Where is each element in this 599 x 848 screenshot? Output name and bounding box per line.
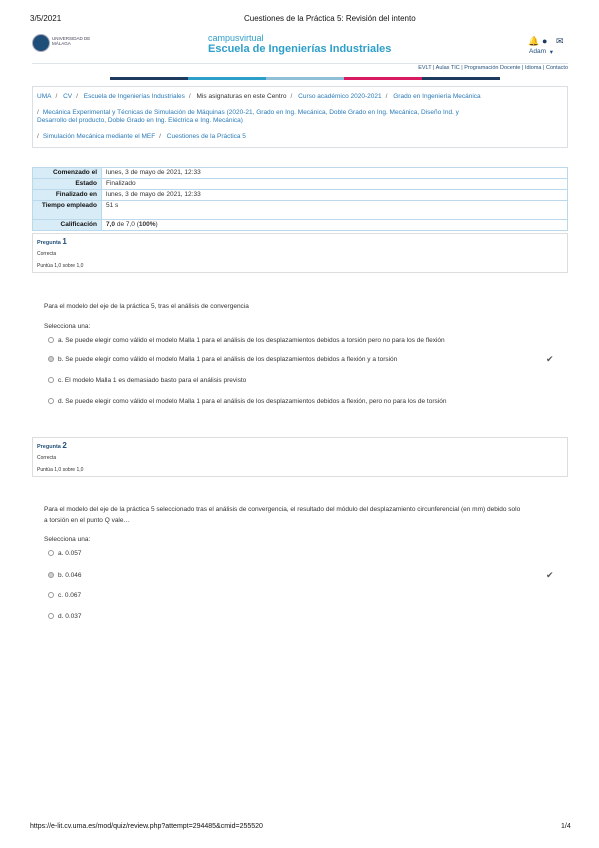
header-divider xyxy=(32,63,568,64)
breadcrumb-degree[interactable]: Grado en Ingeniería Mecánica xyxy=(393,93,481,100)
answer-option-selected[interactable] xyxy=(48,572,82,579)
summary-row xyxy=(33,190,568,201)
summary-row xyxy=(33,179,568,190)
summary-row xyxy=(33,201,568,220)
breadcrumb-uma[interactable]: UMA xyxy=(37,93,52,100)
radio-button[interactable] xyxy=(48,398,54,404)
question-2-text-line2: a torsión en el punto Q vale… xyxy=(44,517,130,524)
radio-button-selected[interactable] xyxy=(48,572,54,578)
answer-option-label: a. 0.057 xyxy=(58,550,82,557)
grade-mid: de 7,0 ( xyxy=(115,221,139,228)
toplink-contacto[interactable]: Contacto xyxy=(545,65,568,71)
caret-down-icon[interactable]: ▾ xyxy=(549,49,553,56)
question-number: 2 xyxy=(62,441,67,450)
radio-button-selected[interactable] xyxy=(48,356,54,362)
radio-button[interactable] xyxy=(48,337,54,343)
answer-option-label: b. 0.046 xyxy=(58,572,82,579)
summary-key: Comenzado el xyxy=(33,168,102,179)
toplink-idioma[interactable]: Idioma xyxy=(524,65,542,71)
header-icons xyxy=(526,36,566,48)
question-1-text: Para el modelo del eje de la práctica 5, tras el análisis de convergencia xyxy=(44,303,249,310)
bell-icon[interactable]: 🔔 xyxy=(528,36,540,46)
summary-value: lunes, 3 de mayo de 2021, 12:33 xyxy=(102,190,568,201)
question-status: Correcta xyxy=(37,251,57,257)
grade-value: 7,0 xyxy=(106,221,116,228)
answer-option[interactable] xyxy=(48,398,446,405)
print-date: 3/5/2021 xyxy=(30,14,62,23)
answer-option-label: c. El modelo Malla 1 es demasiado basto para el análisis previsto xyxy=(58,377,247,384)
logo-seal-icon xyxy=(32,34,50,52)
question-label: Pregunta xyxy=(37,240,61,246)
brand-school-name[interactable]: Escuela de Ingenierías Industriales xyxy=(208,43,392,55)
answer-option-label: d. Se puede elegir como válido el modelo Malla 1 para el análisis de los desplazamientos debidos a flexión, pero no para los de torsión xyxy=(58,398,447,405)
grade-percent: 100% xyxy=(138,221,156,228)
question-number: 1 xyxy=(62,237,67,246)
summary-key: Finalizado en xyxy=(33,190,102,201)
summary-value: lunes, 3 de mayo de 2021, 12:33 xyxy=(102,168,568,179)
question-2-info xyxy=(32,437,568,477)
question-score: Puntúa 1,0 sobre 1,0 xyxy=(37,263,84,269)
top-links: EVLT | Aulas TIC | Programación Docente | Idioma | Contacto xyxy=(418,65,568,71)
radio-button[interactable] xyxy=(48,592,54,598)
question-status: Correcta xyxy=(37,455,57,461)
toplink-programacion[interactable]: Programación Docente xyxy=(464,65,521,71)
toplink-aulas-tic[interactable]: Aulas TIC xyxy=(435,65,460,71)
radio-button[interactable] xyxy=(48,613,54,619)
check-icon: ✔ xyxy=(546,570,554,580)
check-icon: ✔ xyxy=(546,354,554,364)
question-score: Puntúa 1,0 sobre 1,0 xyxy=(37,467,84,473)
summary-value: 51 s xyxy=(102,201,568,220)
colorbar-segment xyxy=(110,77,188,80)
breadcrumb-school[interactable]: Escuela de Ingenierías Industriales xyxy=(83,93,185,100)
color-bar xyxy=(32,77,568,80)
user-menu-name[interactable]: Adam xyxy=(529,48,546,55)
answer-option[interactable] xyxy=(48,613,82,620)
colorbar-segment xyxy=(422,77,500,80)
attempt-summary-table xyxy=(32,167,568,231)
breadcrumb-course-cont[interactable]: Desarrollo del producto, Doble Grado en Ing. Eléctrica e Ing. Mecánica) xyxy=(37,117,243,124)
colorbar-segment xyxy=(188,77,266,80)
breadcrumb-academic-year[interactable]: Curso académico 2020-2021 xyxy=(298,93,382,100)
answer-option[interactable] xyxy=(48,337,445,344)
grade-end: ) xyxy=(155,221,158,228)
toplink-evlt[interactable]: EVLT xyxy=(418,65,432,71)
answer-option-label: a. Se puede elegir como válido el modelo Malla 1 para el análisis de los desplazamientos debidos a torsión pero no para los de flexión xyxy=(58,337,445,344)
answer-option[interactable] xyxy=(48,377,246,384)
print-page-number: 1/4 xyxy=(561,823,571,830)
print-url: https://e-lit.cv.uma.es/mod/quiz/review.php?attempt=294485&cmid=255520 xyxy=(30,823,263,830)
logo-text: UNIVERSIDAD DE MÁLAGA xyxy=(52,36,91,46)
mail-icon[interactable]: ✉ xyxy=(556,36,564,46)
answer-option-label: b. Se puede elegir como válido el modelo Malla 1 para el análisis de los desplazamientos debidos a flexión y a torsión xyxy=(58,356,398,363)
breadcrumb-section[interactable]: Simulación Mecánica mediante el MEF xyxy=(42,133,156,140)
answer-option[interactable] xyxy=(48,550,82,557)
answer-option-selected[interactable] xyxy=(48,356,397,363)
question-2-text-line1: Para el modelo del eje de la práctica 5 seleccionado tras el análisis de convergencia, el resultado del módulo del desplazamiento circunferencial (en mm) debido solo xyxy=(44,506,521,513)
breadcrumb: UMA / CV / Escuela de Ingenierías Industriales / Mis asignaturas en este Centro / Curso académico 2020-2021 / Grado en Ingeniería Mecánica / Mecánica Experimental y Técnicas de Simulación de Máquinas (2020-21, Grado en Ing. Mecánica, Doble Grado en Ing. Mecánica, Diseño Ind. y Desarrollo del producto, Doble Grado en Ing. Eléctrica e Ing. Mecánica) / Simulación Mecánica mediante el MEF / Cuestiones de la Práctica 5 xyxy=(32,86,568,148)
summary-grade xyxy=(102,220,568,231)
breadcrumb-quiz[interactable]: Cuestiones de la Práctica 5 xyxy=(166,133,246,140)
question-1-select-label: Selecciona una: xyxy=(44,323,91,330)
answer-option-label: c. 0.067 xyxy=(58,592,82,599)
summary-key: Tiempo empleado xyxy=(33,201,102,220)
breadcrumb-course[interactable]: Mecánica Experimental y Técnicas de Simulación de Máquinas (2020-21, Grado en Ing. Mecánica, Doble Grado en Ing. Mecánica, Diseño Ind. y xyxy=(42,109,459,116)
radio-button[interactable] xyxy=(48,550,54,556)
chat-icon[interactable]: ● xyxy=(542,36,548,46)
question-1-info xyxy=(32,233,568,273)
breadcrumb-my-subjects: Mis asignaturas en este Centro xyxy=(196,93,287,100)
answer-option-label: d. 0.037 xyxy=(58,613,82,620)
colorbar-segment xyxy=(266,77,344,80)
university-logo[interactable] xyxy=(32,33,92,55)
summary-row xyxy=(33,168,568,179)
radio-button[interactable] xyxy=(48,377,54,383)
summary-row xyxy=(33,220,568,231)
summary-key: Calificación xyxy=(33,220,102,231)
breadcrumb-cv[interactable]: CV xyxy=(63,93,73,100)
summary-key: Estado xyxy=(33,179,102,190)
colorbar-segment xyxy=(344,77,422,80)
colorbar-segment xyxy=(32,77,110,80)
question-2-select-label: Selecciona una: xyxy=(44,536,91,543)
brand-campusvirtual[interactable]: campusvirtual xyxy=(208,33,264,43)
question-label: Pregunta xyxy=(37,444,61,450)
answer-option[interactable] xyxy=(48,592,81,599)
summary-value: Finalizado xyxy=(102,179,568,190)
print-title: Cuestiones de la Práctica 5: Revisión del intento xyxy=(244,14,416,23)
